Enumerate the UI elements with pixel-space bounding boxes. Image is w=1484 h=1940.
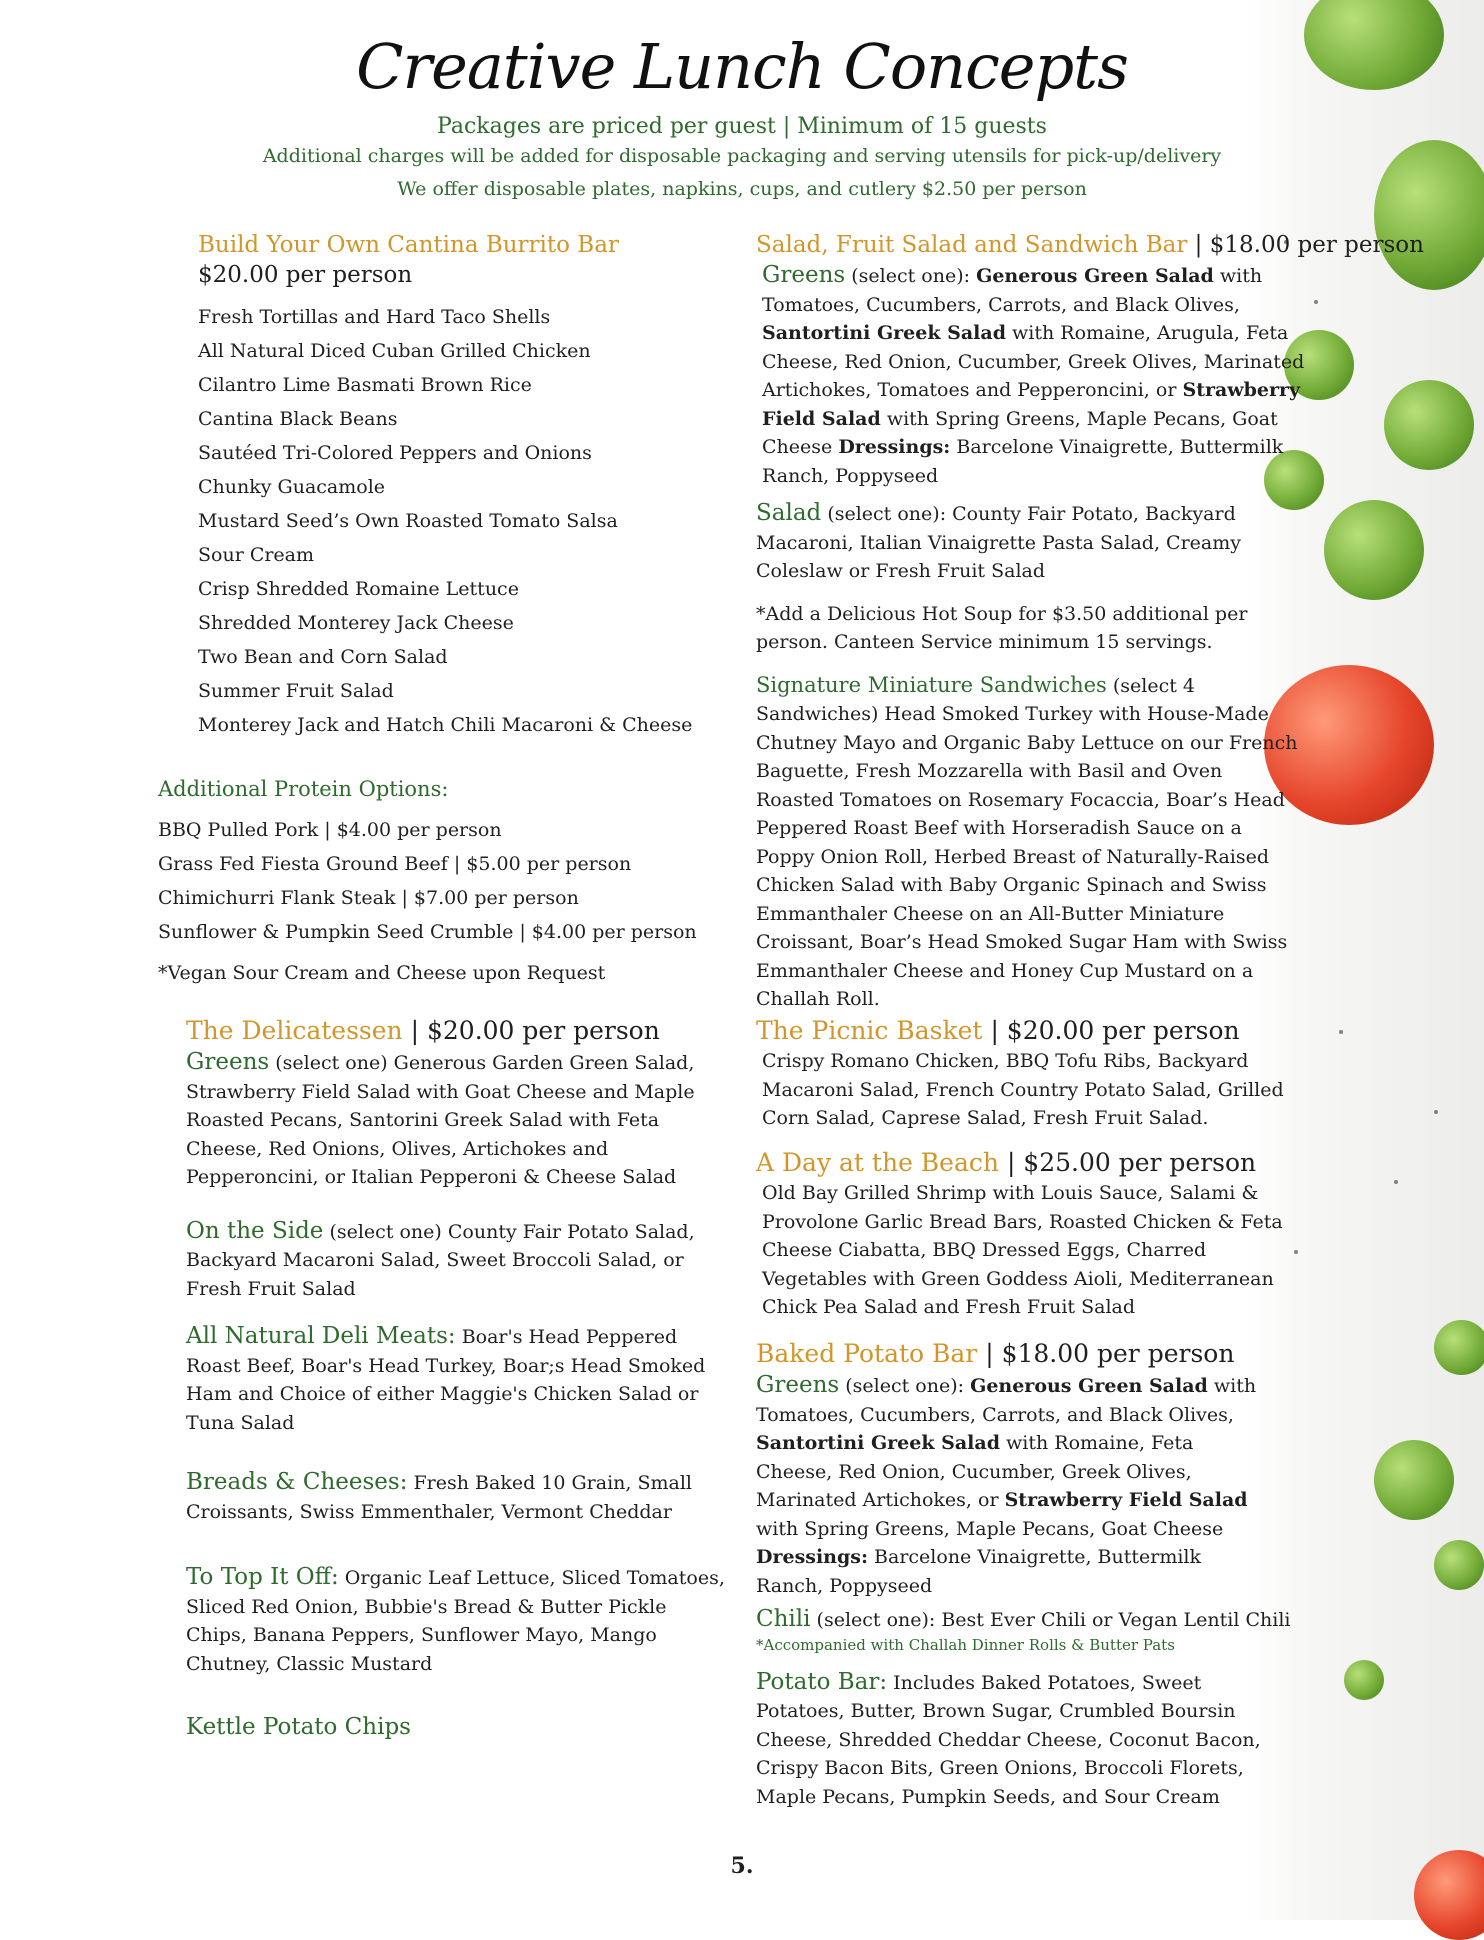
sandwiches-text: Head Smoked Turkey with House-Made Chutney Mayo and Organic Baby Lettuce on our French Baguette, Fresh Mozzarella with Basil and Oven Roasted Tomatoes on Rosemary Focaccia, Boar’s Head Peppered Roast Beef with Horseradish Sauce on a Poppy Onion Roll, Herbed Breast of Naturally-Raised Chicken Salad with Baby Organic Spinach and Swiss Emmanthaler Cheese on an All-Butter Miniature Croissant, Boar’s Head Smoked Sugar Ham with Swiss Emmanthaler Cheese and Honey Cup Mustard on a Challah Roll. — [756, 703, 1298, 1010]
deli-meats-text: Boar's Head Peppered Roast Beef, Boar's Head Turkey, Boar;s Head Smoked Ham and Choice of either Maggie's Chicken Salad or Tuna Salad — [186, 1326, 706, 1434]
salad-text: (select one): County Fair Potato, Backyard Macaroni, Italian Vinaigrette Pasta Salad, Creamy Coleslaw or Fresh Fruit Salad — [756, 503, 1241, 582]
salad-bar-greens-select: (select one): — [851, 265, 971, 287]
salad-bar-strawberry-salad-text: with Spring Greens, Maple Pecans, Goat Cheese — [762, 407, 1278, 458]
list-item: Fresh Tortillas and Hard Taco Shells — [198, 306, 551, 328]
salad-bar-green-salad: Generous Green Salad — [976, 265, 1214, 287]
pea-image — [1434, 1540, 1484, 1590]
potato-bar-label: Potato Bar: — [756, 1668, 888, 1695]
protein-heading: Additional Protein Options: — [158, 777, 449, 801]
salad-bar-price: | $18.00 per person — [1194, 232, 1424, 258]
picnic-basket-section — [756, 1015, 1296, 1133]
deli-top-text: Organic Leaf Lettuce, Sliced Tomatoes, Sliced Red Onion, Bubbie's Bread & Butter Pickle Chips, Banana Peppers, Sunflower Mayo, Mango Chutney, Classic Mustard — [186, 1567, 725, 1675]
chili-label: Chili — [756, 1606, 811, 1632]
deli-top-label: To Top It Off: — [186, 1564, 339, 1590]
deli-chips: Kettle Potato Chips — [186, 1714, 411, 1740]
pea-image — [1434, 1320, 1484, 1375]
salad-bar-green-salad-text: with Tomatoes, Cucumbers, Carrots, and Black Olives, — [762, 265, 1263, 316]
page-number: 5. — [730, 1853, 754, 1879]
salad-label: Salad — [756, 500, 822, 526]
beach-price: | $25.00 per person — [1006, 1148, 1257, 1177]
list-item: Cantina Black Beans — [198, 408, 398, 430]
burrito-bar-section — [198, 230, 718, 742]
page-title: Creative Lunch Concepts — [356, 30, 1128, 103]
salad-sandwich-bar-section — [756, 230, 1424, 1014]
beach-text: Old Bay Grilled Shrimp with Louis Sauce, Salami & Provolone Garlic Bread Bars, Roasted Chicken & Feta Cheese Ciabatta, BBQ Dressed Eggs, Charred Vegetables with Green Goddess Aioli, Mediterranean Chick Pea Salad and Fresh Fruit Salad — [762, 1182, 1283, 1318]
list-item: Cilantro Lime Basmati Brown Rice — [198, 374, 532, 396]
deli-greens-text: (select one) Generous Garden Green Salad, Strawberry Field Salad with Goat Cheese and Maple Roasted Pecans, Santorini Greek Salad with Feta Cheese, Red Onions, Olives, Artichokes and Pepperoncini, or Italian Pepperoni & Cheese Salad — [186, 1052, 695, 1188]
deli-side-text: (select one) County Fair Potato Salad, Backyard Macaroni Salad, Sweet Broccoli Salad, or Fresh Fruit Salad — [186, 1220, 695, 1300]
list-item: All Natural Diced Cuban Grilled Chicken — [198, 340, 591, 362]
disposables-note: We offer disposable plates, napkins, cups, and cutlery $2.50 per person — [397, 178, 1087, 200]
deli-heading: The Delicatessen — [186, 1016, 403, 1045]
pea-image — [1374, 1440, 1454, 1520]
list-item: Two Bean and Corn Salad — [198, 646, 448, 668]
potato-bar-text: Includes Baked Potatoes, Sweet Potatoes, Butter, Brown Sugar, Crumbled Boursin Cheese, Shredded Cheddar Cheese, Coconut Bacon, Crispy Bacon Bits, Green Onions, Broccoli Florets, Maple Pecans, Pumpkin Seeds, and Sour Cream — [756, 1671, 1261, 1808]
potato-strawberry-salad-text: with Spring Greens, Maple Pecans, Goat Cheese — [756, 1517, 1224, 1540]
list-item: Sour Cream — [198, 544, 315, 566]
pepper-speck — [1394, 1180, 1398, 1184]
pepper-speck — [1434, 1110, 1438, 1114]
beach-heading: A Day at the Beach — [756, 1148, 999, 1177]
salad-bar-heading: Salad, Fruit Salad and Sandwich Bar — [756, 232, 1188, 258]
delicatessen-section — [186, 1015, 726, 1742]
picnic-price: | $20.00 per person — [990, 1016, 1240, 1045]
potato-strawberry-salad: Strawberry Field Salad — [1004, 1489, 1248, 1511]
sandwiches-label: Signature Miniature Sandwiches — [756, 672, 1107, 697]
potato-green-salad: Generous Green Salad — [970, 1375, 1208, 1397]
list-item: Grass Fed Fiesta Ground Beef | $5.00 per person — [158, 853, 632, 875]
picnic-heading: The Picnic Basket — [756, 1016, 983, 1045]
pea-image — [1384, 380, 1474, 470]
list-item: Chunky Guacamole — [198, 476, 386, 498]
salad-bar-greek-salad-text: with Romaine, Arugula, Feta Cheese, Red Onion, Cucumber, Greek Olives, Marinated Artichokes, Tomatoes and Pepperoncini, or — [762, 322, 1305, 401]
picnic-text: Crispy Romano Chicken, BBQ Tofu Ribs, Backyard Macaroni Salad, French Country Potato Salad, Grilled Corn Salad, Caprese Salad, Fresh Fruit Salad. — [762, 1050, 1284, 1129]
salad-bar-dressings-text: Barcelone Vinaigrette, Buttermilk Ranch, Poppyseed — [762, 436, 1284, 487]
pepper-speck — [1339, 1030, 1343, 1034]
soup-note: *Add a Delicious Hot Soup for $3.50 additional per person. Canteen Service minimum 15 servings. — [756, 602, 1248, 653]
potato-greens-select: (select one): — [845, 1375, 965, 1397]
potato-greek-salad-text: with Romaine, Feta Cheese, Red Onion, Cucumber, Greek Olives, Marinated Artichokes, or — [756, 1432, 1194, 1511]
potato-green-salad-text: with Tomatoes, Cucumbers, Carrots, and Black Olives, — [756, 1375, 1257, 1426]
potato-dressings-text: Barcelone Vinaigrette, Buttermilk Ranch, Poppyseed — [756, 1546, 1202, 1597]
salad-bar-greens-label: Greens — [762, 262, 846, 288]
potato-greek-salad: Santortini Greek Salad — [756, 1432, 1000, 1454]
burrito-price: $20.00 per person — [198, 262, 413, 288]
burrito-heading: Build Your Own Cantina Burrito Bar — [198, 232, 619, 258]
burrito-items — [198, 300, 718, 742]
deli-price: | $20.00 per person — [410, 1016, 660, 1045]
list-item: Sunflower & Pumpkin Seed Crumble | $4.00 per person — [158, 921, 697, 943]
list-item: Monterey Jack and Hatch Chili Macaroni & Cheese — [198, 714, 693, 736]
pricing-note: Packages are priced per guest | Minimum of 15 guests — [437, 114, 1047, 139]
potato-dressings-label: Dressings: — [756, 1546, 868, 1568]
list-item: BBQ Pulled Pork | $4.00 per person — [158, 819, 502, 841]
list-item: Shredded Monterey Jack Cheese — [198, 612, 514, 634]
list-item: Sautéed Tri-Colored Peppers and Onions — [198, 442, 592, 464]
deli-side-label: On the Side — [186, 1217, 324, 1244]
protein-list — [158, 813, 718, 949]
salad-bar-greek-salad: Santortini Greek Salad — [762, 322, 1006, 344]
deli-greens-label: Greens — [186, 1049, 270, 1075]
packaging-note: Additional charges will be added for disposable packaging and serving utensils for pick-up/delivery — [262, 145, 1222, 167]
sandwiches-select: (select 4 Sandwiches) — [756, 674, 1196, 725]
salad-bar-strawberry-salad: Strawberry Field Salad — [762, 379, 1301, 430]
day-at-beach-section — [756, 1147, 1296, 1322]
salad-bar-dressings-label: Dressings: — [838, 436, 951, 458]
chili-text: (select one): Best Ever Chili or Vegan Lentil Chili — [816, 1609, 1291, 1631]
deli-breads-text: Fresh Baked 10 Grain, Small Croissants, Swiss Emmenthaler, Vermont Cheddar — [186, 1472, 692, 1523]
deli-meats-label: All Natural Deli Meats: — [186, 1323, 456, 1349]
baked-potato-bar-section — [756, 1338, 1296, 1811]
pea-image — [1324, 500, 1424, 600]
list-item: Mustard Seed’s Own Roasted Tomato Salsa — [198, 510, 618, 532]
list-item: Chimichurri Flank Steak | $7.00 per person — [158, 887, 579, 909]
deli-breads-label: Breads & Cheeses: — [186, 1469, 408, 1495]
potato-price: | $18.00 per person — [985, 1339, 1235, 1368]
potato-heading: Baked Potato Bar — [756, 1339, 978, 1368]
protein-options-section — [158, 775, 718, 987]
chili-note: *Accompanied with Challah Dinner Rolls & Butter Pats — [756, 1635, 1175, 1654]
vegan-note: *Vegan Sour Cream and Cheese upon Request — [158, 962, 606, 984]
list-item: Summer Fruit Salad — [198, 680, 394, 702]
list-item: Crisp Shredded Romaine Lettuce — [198, 578, 519, 600]
potato-greens-label: Greens — [756, 1372, 840, 1398]
pea-image — [1344, 1660, 1384, 1700]
